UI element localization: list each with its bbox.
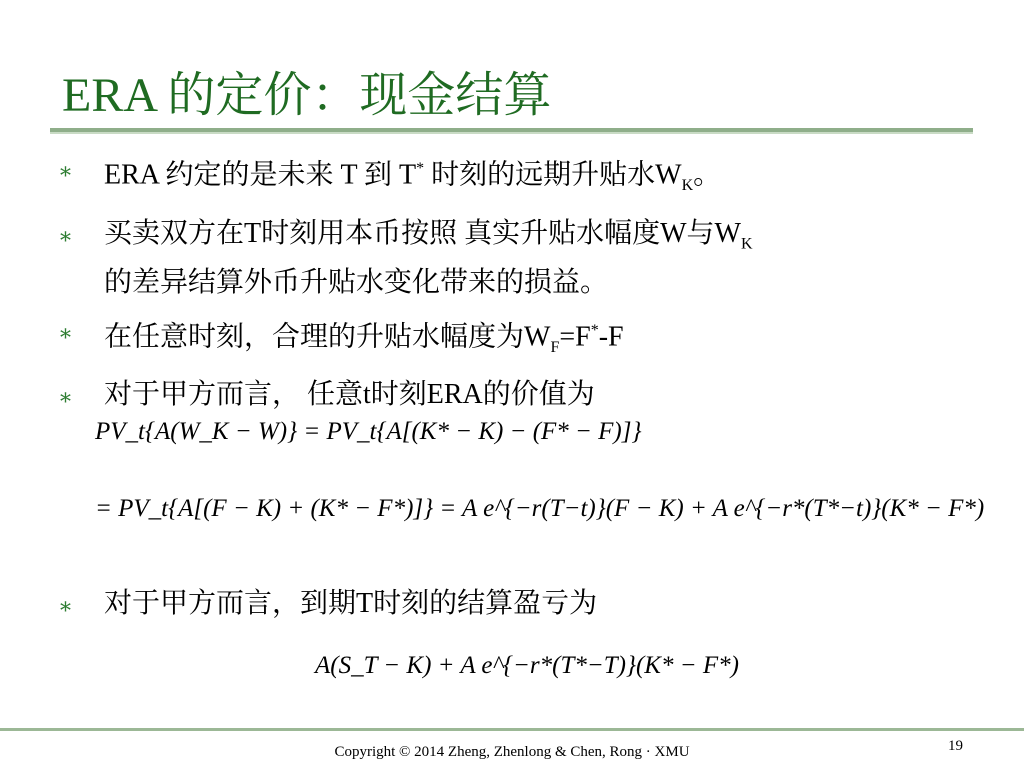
bullet-text: 。 (693, 159, 722, 191)
bullet-text: 买卖双方在T时刻用本币按照 真实升贴水幅度W与W (104, 217, 741, 249)
bullet-item (60, 376, 990, 414)
bullet-item (60, 215, 990, 302)
bullet-text: 时刻的远期升贴水W (424, 159, 682, 191)
bullet-mark-icon: ⁎ (60, 317, 71, 343)
bullet-list (60, 150, 990, 424)
bullet-text: ERA 约定的是未来 T 到 T (104, 159, 417, 191)
slide-title: ERA 的定价：现金结算 (62, 69, 552, 122)
bullet-text: 在任意时刻，合理的升贴水幅度为W (104, 320, 551, 352)
equation-1 (95, 418, 641, 446)
bullet-text: 对于甲方而言，到期T时刻的结算盈亏为 (104, 588, 598, 619)
superscript: * (416, 160, 425, 177)
bullet-item (60, 585, 990, 623)
copyright-footer: Copyright © 2014 Zheng, Zhenlong & Chen, Rong · XMU (334, 744, 690, 760)
subscript: K (740, 235, 753, 253)
title-divider (50, 128, 973, 134)
page-number: 19 (948, 738, 963, 754)
bullet-list-2 (60, 585, 990, 633)
equation-text: A(S_T − K) + A e^{−r*(T*−T)}(K* − F*) (315, 652, 739, 679)
bullet-text: 的差异结算外币升贴水变化带来的损益。 (104, 266, 609, 298)
footer-divider (0, 728, 1024, 731)
subscript: K (681, 176, 694, 194)
equation-text: PV_t{A(W_K − W)} = PV_t{A[(K* − K) − (F* − F)]} (95, 418, 642, 445)
bullet-mark-icon: ⁎ (60, 591, 71, 616)
bullet-text: 对于甲方而言， 任意t时刻ERA的价值为 (104, 379, 595, 411)
subscript: F (550, 338, 560, 356)
equation-2 (95, 495, 984, 523)
bullet-item (60, 150, 990, 205)
superscript: * (590, 321, 599, 339)
equation-text: = PV_t{A[(F − K) + (K* − F*)]} = A e^{−r(T−t)}(F − K) + A e^{−r*(T*−t)}(K* − F*) (95, 495, 985, 522)
bullet-mark-icon: ⁎ (60, 220, 71, 246)
bullet-text: =F (559, 320, 591, 352)
equation-3 (315, 652, 739, 680)
bullet-mark-icon: ⁎ (60, 156, 71, 181)
bullet-item (60, 312, 990, 367)
bullet-text: -F (598, 320, 624, 352)
bullet-mark-icon: ⁎ (60, 382, 71, 408)
